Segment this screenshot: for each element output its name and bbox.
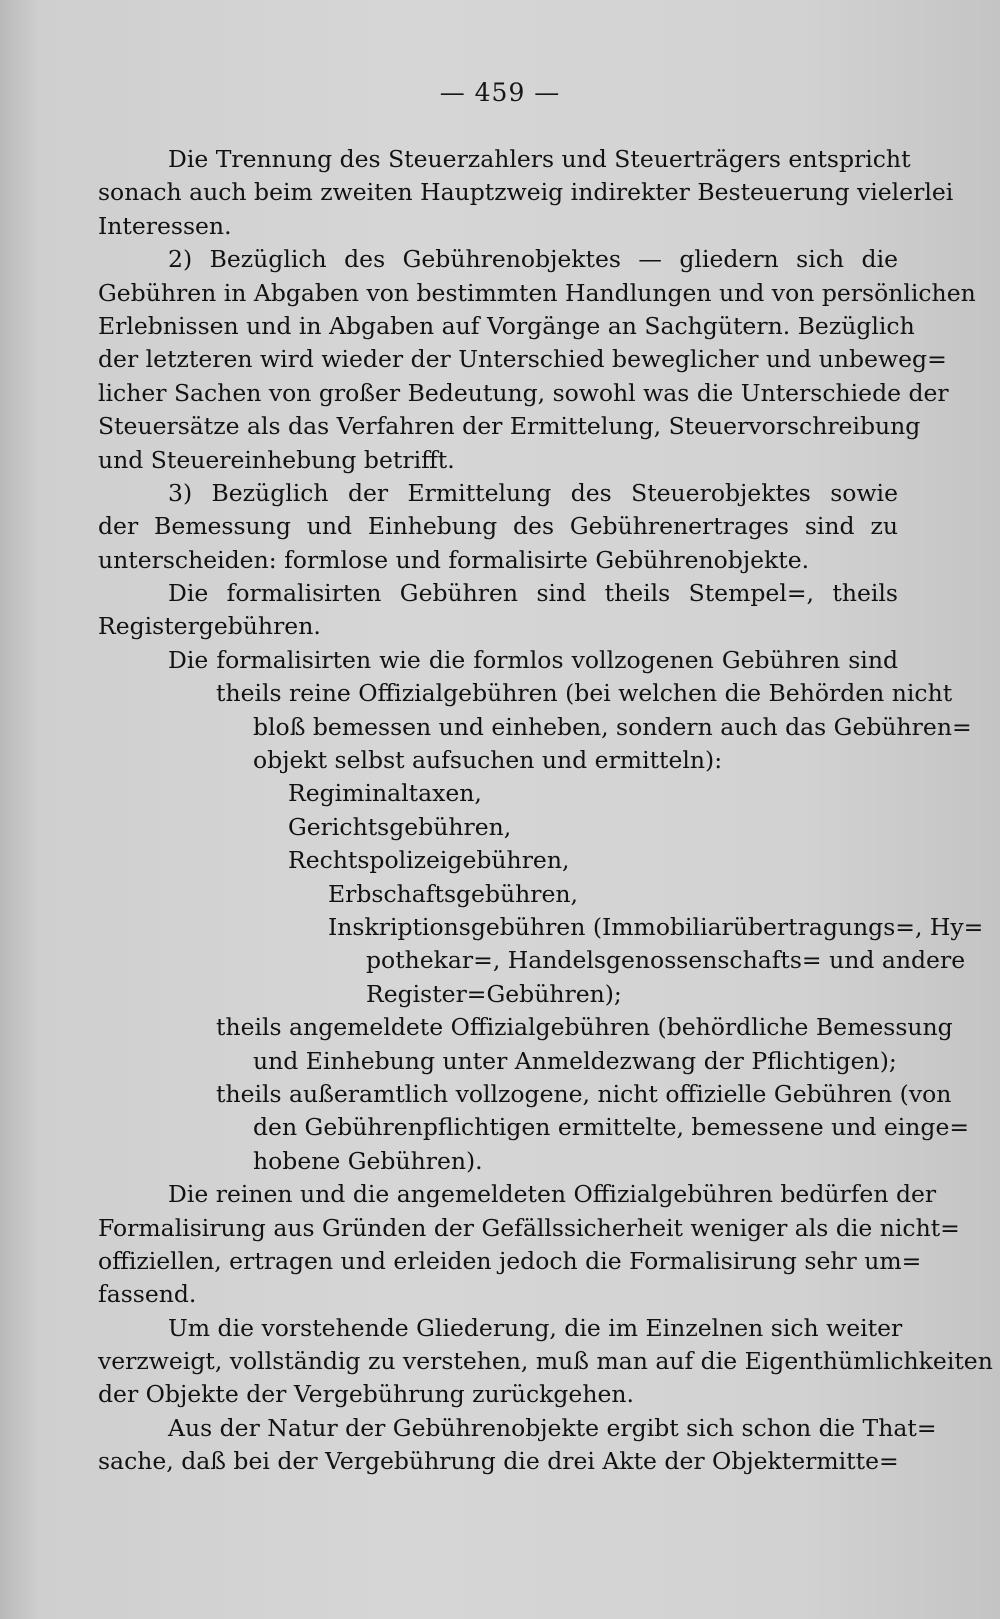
- text-line: verzweigt, vollständig zu verstehen, muß man auf die Eigenthümlichkeiten: [98, 1347, 993, 1376]
- text-line: Register=Gebühren);: [366, 979, 622, 1008]
- text-line: pothekar=, Handelsgenossenschafts= und andere: [366, 946, 966, 975]
- text-line: und Steuereinhebung betrifft.: [98, 445, 455, 474]
- page-number: — 459 —: [439, 78, 561, 107]
- text-line: Steuersätze als das Verfahren der Ermittelung, Steuervorschreibung: [98, 412, 921, 441]
- text-line: der Bemessung und Einhebung des Gebührenertrages sind zu: [98, 512, 898, 541]
- text-line: Erlebnissen und in Abgaben auf Vorgänge an Sachgütern. Bezüglich: [98, 311, 915, 340]
- text-line: Erbschaftsgebühren,: [328, 879, 579, 908]
- text-line: Um die vorstehende Gliederung, die im Einzelnen sich weiter: [168, 1313, 903, 1342]
- text-line: Die Trennung des Steuerzahlers und Steuerträgers entspricht: [168, 145, 911, 173]
- text-line: licher Sachen von großer Bedeutung, sowohl was die Unterschiede der: [98, 378, 949, 407]
- text-line: offiziellen, ertragen und erleiden jedoch die Formalisirung sehr um=: [98, 1246, 922, 1275]
- text-line: fassend.: [98, 1280, 197, 1309]
- text-line: theils außeramtlich vollzogene, nicht offizielle Gebühren (von: [216, 1079, 952, 1108]
- body-text: [98, 143, 993, 1479]
- text-line: Aus der Natur der Gebührenobjekte ergibt sich schon die That=: [168, 1413, 937, 1442]
- text-line: Die reinen und die angemeldeten Offizialgebühren bedürfen der: [168, 1180, 937, 1209]
- text-line: Regiminaltaxen,: [288, 779, 482, 808]
- text-line: objekt selbst aufsuchen und ermitteln):: [253, 746, 723, 775]
- text-line: unterscheiden: formlose und formalisirte Gebührenobjekte.: [98, 545, 810, 574]
- text-line: Inskriptionsgebühren (Immobiliarübertragungs=, Hy=: [328, 912, 984, 941]
- text-line: Gebühren in Abgaben von bestimmten Handlungen und von persönlichen: [98, 278, 976, 307]
- text-line: theils reine Offizialgebühren (bei welchen die Behörden nicht: [216, 679, 953, 708]
- text-line: 3) Bezüglich der Ermittelung des Steuerobjektes sowie: [168, 478, 898, 507]
- text-line: theils angemeldete Offizialgebühren (behördliche Bemessung: [216, 1013, 953, 1042]
- text-line: sonach auch beim zweiten Hauptzweig indirekter Besteuerung vielerlei: [98, 178, 954, 207]
- text-line: hobene Gebühren).: [253, 1146, 483, 1175]
- text-line: Rechtspolizeigebühren,: [288, 846, 570, 875]
- text-line: der Objekte der Vergebührung zurückgehen.: [98, 1380, 634, 1409]
- text-line: sache, daß bei der Vergebührung die drei Akte der Objektermitte=: [98, 1447, 899, 1476]
- text-line: Die formalisirten wie die formlos vollzogenen Gebühren sind: [168, 645, 898, 674]
- text-line: Die formalisirten Gebühren sind theils Stempel=, theils: [168, 579, 898, 608]
- text-line: Registergebühren.: [98, 612, 321, 641]
- text-line: Interessen.: [98, 211, 232, 240]
- text-line: Formalisirung aus Gründen der Gefällssicherheit weniger als die nicht=: [98, 1213, 960, 1242]
- text-line: der letzteren wird wieder der Unterschied beweglicher und unbeweg=: [98, 345, 947, 374]
- text-line: den Gebührenpflichtigen ermittelte, bemessene und einge=: [253, 1113, 970, 1142]
- text-line: Gerichtsgebühren,: [288, 812, 512, 841]
- text-line: und Einhebung unter Anmeldezwang der Pflichtigen);: [253, 1046, 897, 1075]
- text-line: bloß bemessen und einheben, sondern auch das Gebühren=: [253, 712, 972, 741]
- text-line: 2) Bezüglich des Gebührenobjektes — gliedern sich die: [168, 245, 898, 274]
